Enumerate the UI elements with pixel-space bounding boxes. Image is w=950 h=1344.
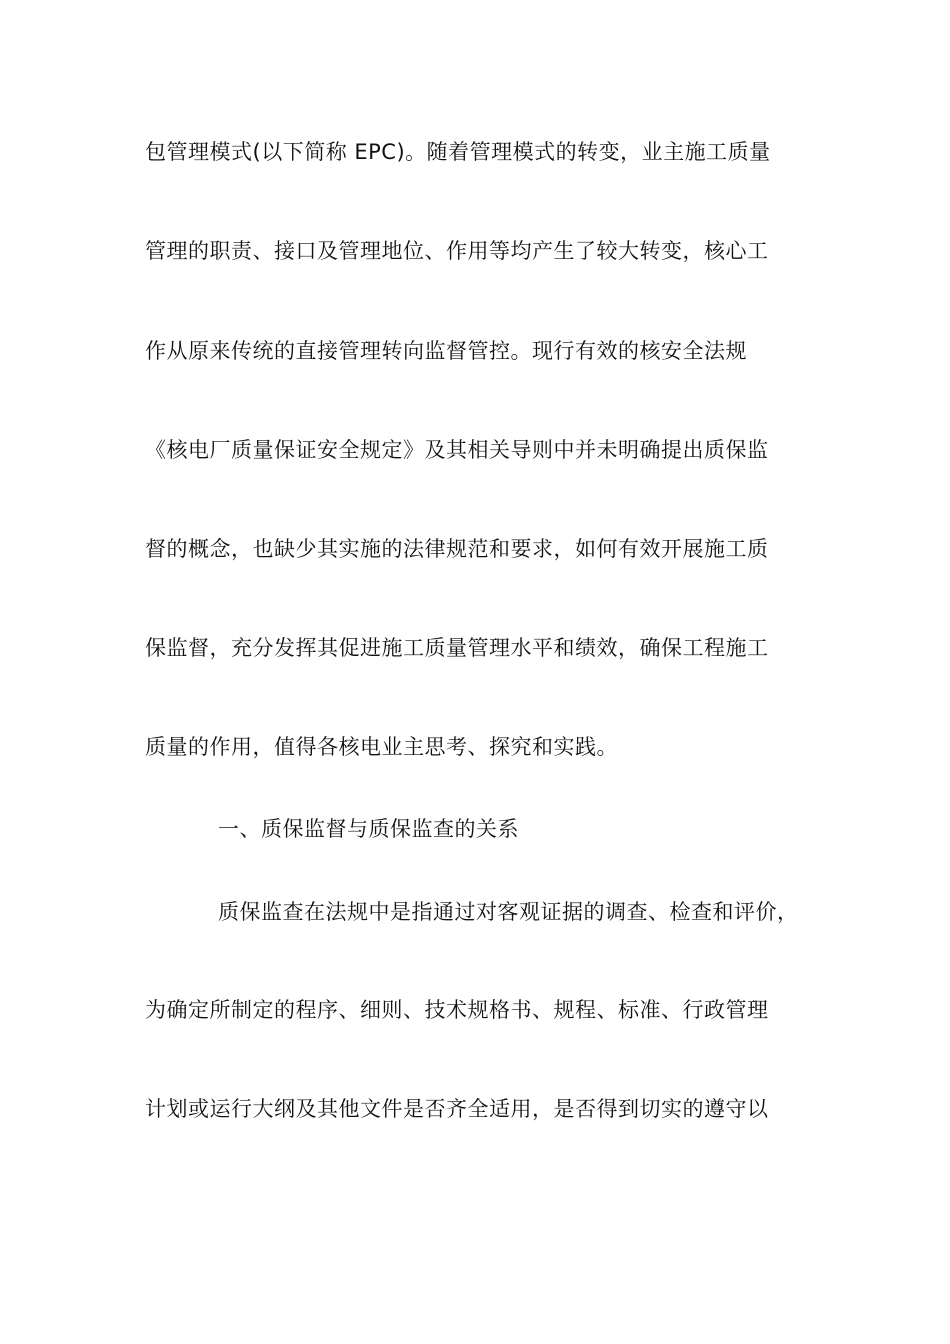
paragraph-line: 保监督，充分发挥其促进施工质量管理水平和绩效，确保工程施工: [145, 636, 769, 660]
paragraph-line: 作从原来传统的直接管理转向监督管控。现行有效的核安全法规: [145, 339, 747, 363]
paragraph-line: 质保监查在法规中是指通过对客观证据的调查、检查和评价，: [218, 900, 799, 924]
paragraph-line: 包管理模式(以下简称 EPC)。随着管理模式的转变，业主施工质量: [145, 140, 771, 164]
paragraph-line: 计划或运行大纲及其他文件是否齐全适用，是否得到切实的遵守以: [145, 1097, 769, 1121]
paragraph-line: 管理的职责、接口及管理地位、作用等均产生了较大转变，核心工: [145, 239, 769, 263]
paragraph-line: 质量的作用，值得各核电业主思考、探究和实践。: [145, 735, 618, 759]
paragraph-line: 督的概念，也缺少其实施的法律规范和要求，如何有效开展施工质: [145, 537, 769, 561]
section-heading: 一、质保监督与质保监查的关系: [218, 817, 519, 841]
paragraph-line: 《核电厂质量保证安全规定》及其相关导则中并未明确提出质保监: [145, 438, 769, 462]
paragraph-line: 为确定所制定的程序、细则、技术规格书、规程、标准、行政管理: [145, 998, 769, 1022]
